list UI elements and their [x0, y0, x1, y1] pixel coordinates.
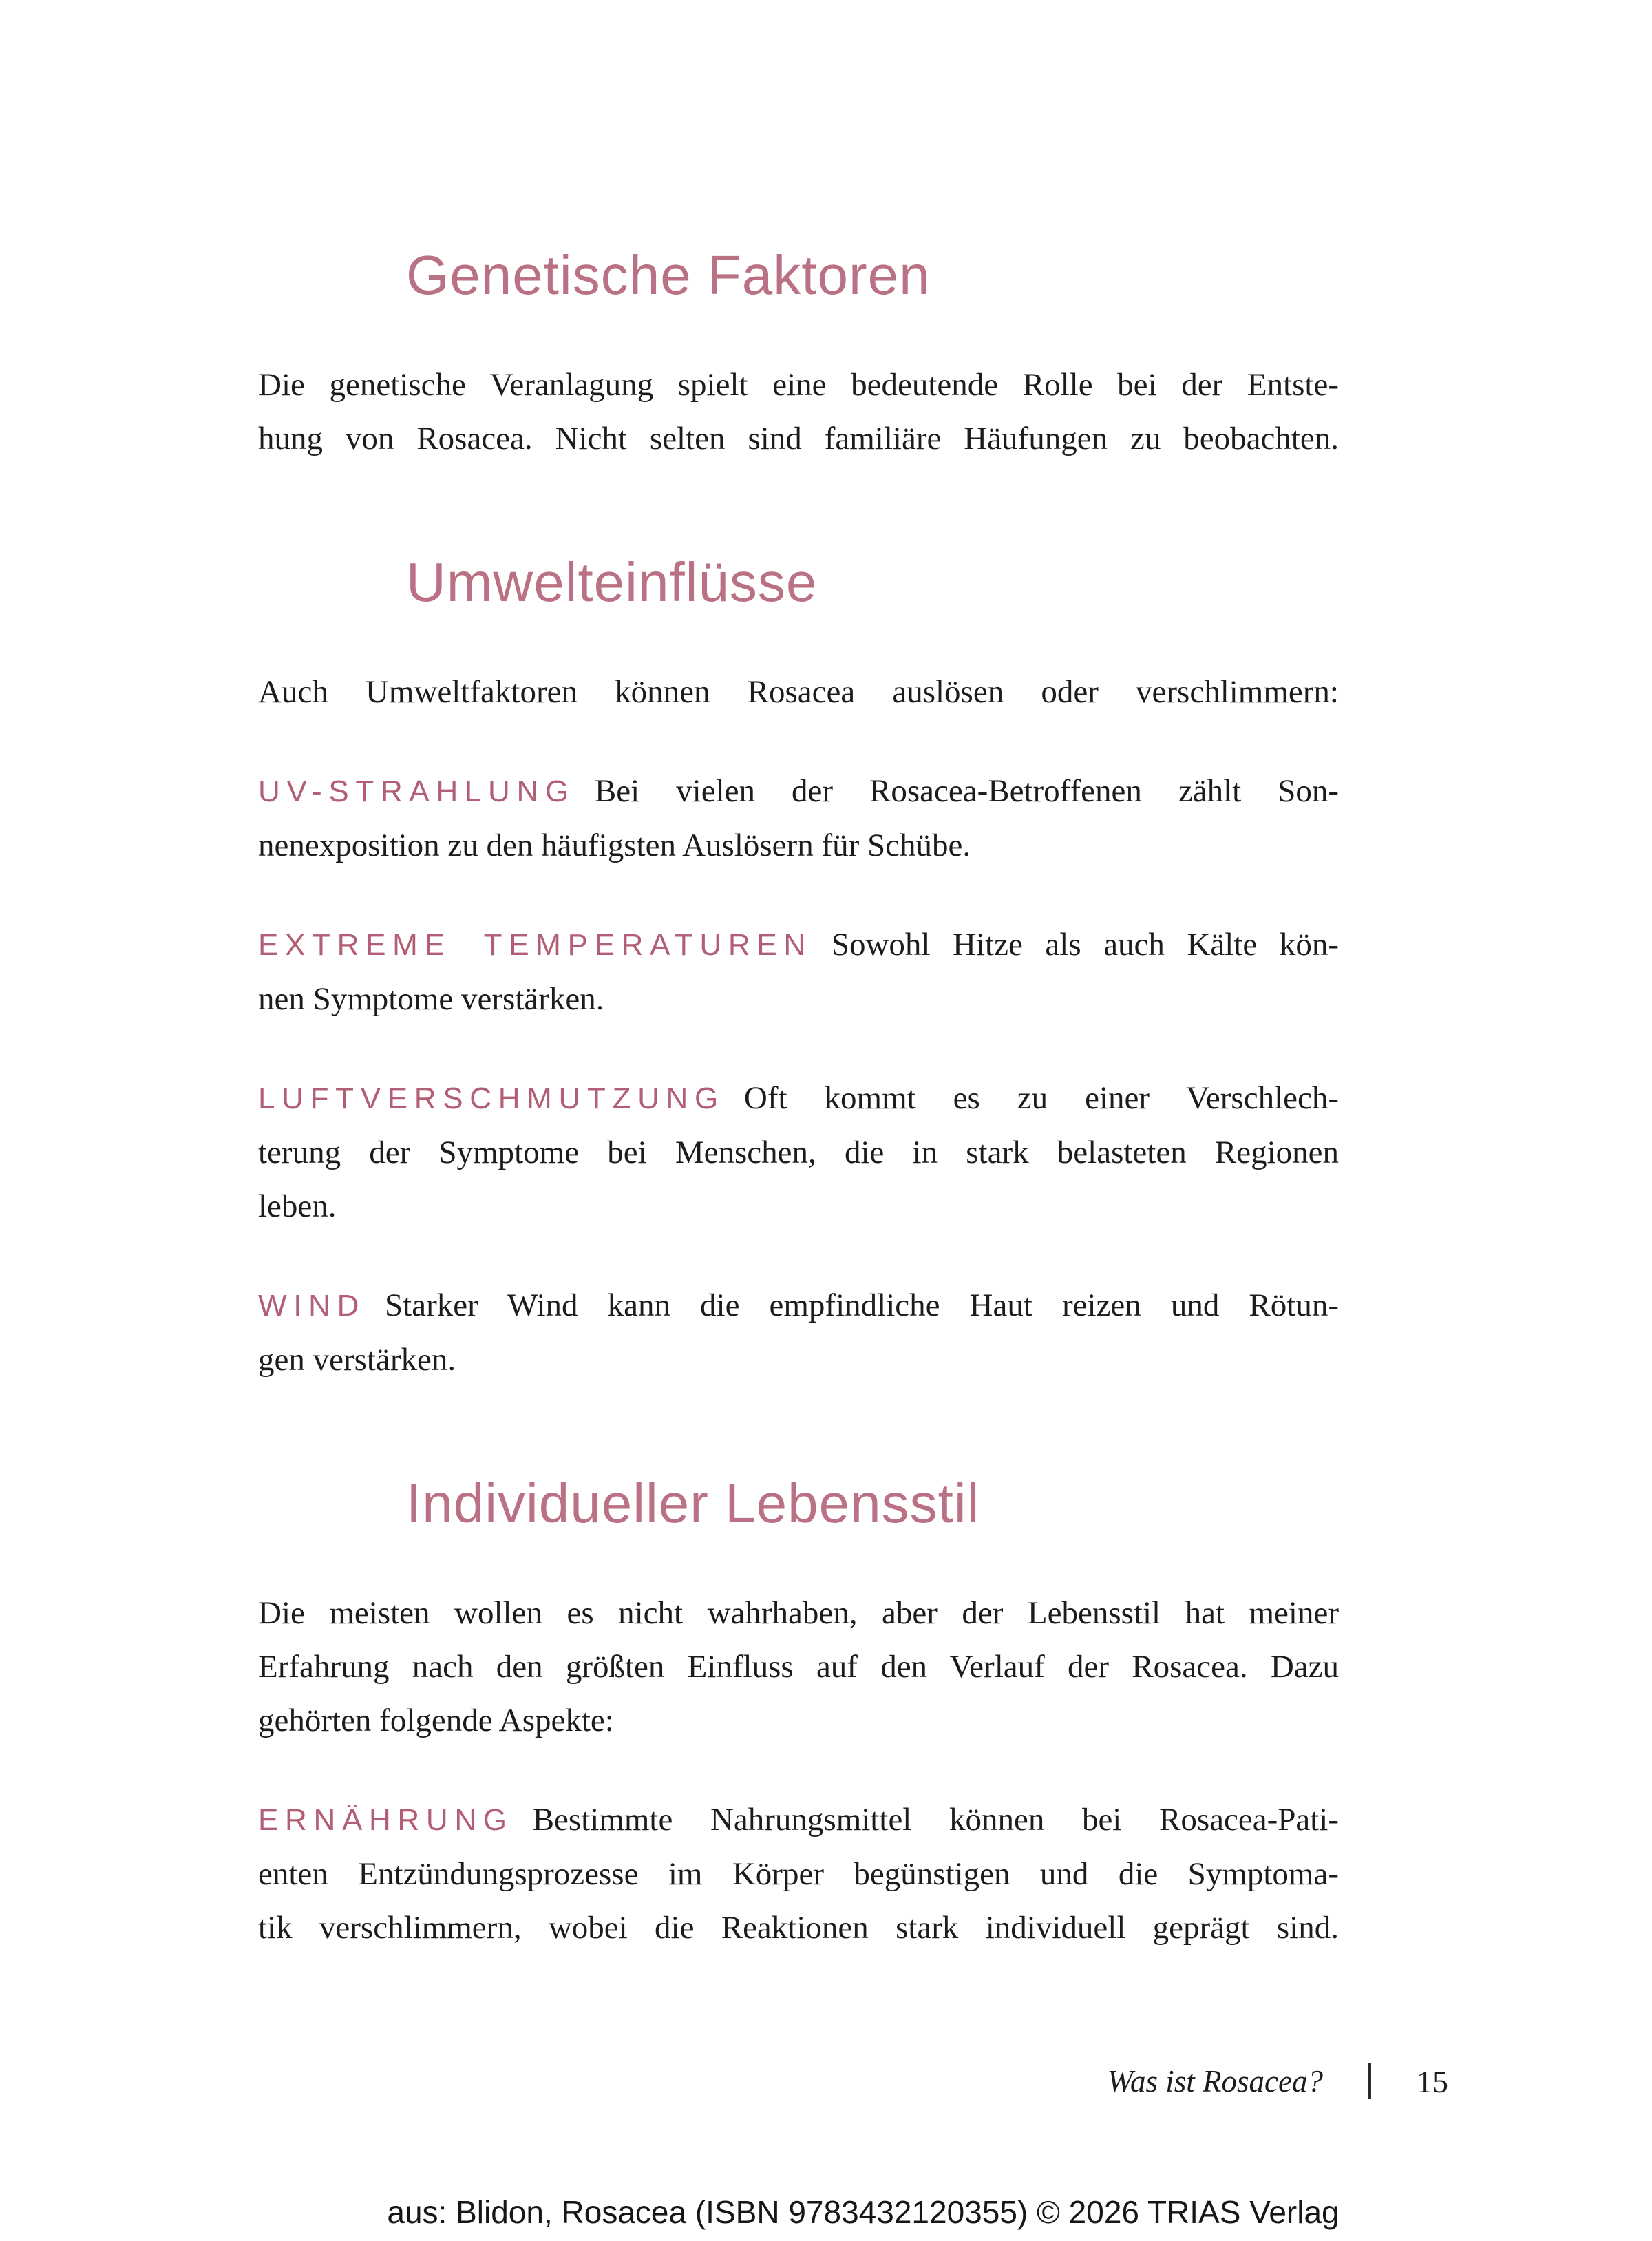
section-heading: Individueller Lebensstil	[406, 1473, 980, 1534]
trigger-label: WIND	[258, 1289, 366, 1323]
section-heading: Genetische Faktoren	[406, 244, 931, 306]
footer-separator-bar	[1368, 2063, 1371, 2099]
text-line: nen Symptome verstärken.	[258, 981, 604, 1017]
text-line: Die meisten wollen es nicht wahrhaben, aber der Lebensstil hat meiner	[258, 1595, 1339, 1631]
page-number: 15	[1417, 2063, 1448, 2099]
trigger-label: EXTREME TEMPERATUREN	[258, 928, 812, 962]
text-line: enten Entzündungsprozesse im Körper begünstigen und die Symptoma-	[258, 1856, 1339, 1892]
text-line: Auch Umweltfaktoren können Rosacea auslösen oder verschlimmern:	[258, 674, 1339, 710]
text-line: Die genetische Veranlagung spielt eine bedeutende Rolle bei der Entste-	[258, 367, 1339, 403]
text-line: ERNÄHRUNG Bestimmte Nahrungsmittel können bei Rosacea-Pati-	[258, 1802, 1339, 1838]
paragraph	[258, 665, 1339, 719]
trigger-label: UV-STRAHLUNG	[258, 775, 575, 808]
paragraph	[258, 1279, 1339, 1387]
text-line: gehörten folgende Aspekte:	[258, 1703, 614, 1738]
paragraph	[258, 1071, 1339, 1233]
text-line: EXTREME TEMPERATUREN Sowohl Hitze als auch Kälte kön-	[258, 927, 1339, 962]
trigger-label: LUFTVERSCHMUTZUNG	[258, 1082, 725, 1115]
chapter-title: Was ist Rosacea?	[1107, 2064, 1323, 2098]
text-line: gen verstärken.	[258, 1342, 456, 1378]
trigger-label: ERNÄHRUNG	[258, 1803, 513, 1837]
text-line: LUFTVERSCHMUTZUNG Oft kommt es zu einer Verschlech-	[258, 1080, 1339, 1116]
paragraph	[258, 1586, 1339, 1747]
text-line: Erfahrung nach den größten Einfluss auf den Verlauf der Rosacea. Dazu	[258, 1649, 1339, 1685]
running-footer	[1108, 2062, 1448, 2101]
text-line: terung der Symptome bei Menschen, die in stark belasteten Regionen	[258, 1135, 1339, 1170]
text-line: nenexposition zu den häufigsten Auslösern für Schübe.	[258, 828, 971, 863]
paragraph	[258, 358, 1339, 465]
paragraph	[258, 764, 1339, 872]
section-heading: Umwelteinflüsse	[406, 551, 818, 613]
page-content	[258, 244, 1339, 2000]
text-line: WIND Starker Wind kann die empfindliche Haut reizen und Rötun-	[258, 1287, 1339, 1323]
paragraph	[258, 1793, 1339, 1955]
text-line: leben.	[258, 1188, 337, 1224]
text-line: UV-STRAHLUNG Bei vielen der Rosacea-Betroffenen zählt Son-	[258, 773, 1339, 809]
credit-line: aus: Blidon, Rosacea (ISBN 9783432120355) © 2026 TRIAS Verlag	[387, 2194, 1339, 2230]
text-line: tik verschlimmern, wobei die Reaktionen stark individuell geprägt sind.	[258, 1910, 1339, 1946]
paragraph	[258, 918, 1339, 1026]
text-line: hung von Rosacea. Nicht selten sind familiäre Häufungen zu beobachten.	[258, 421, 1339, 456]
